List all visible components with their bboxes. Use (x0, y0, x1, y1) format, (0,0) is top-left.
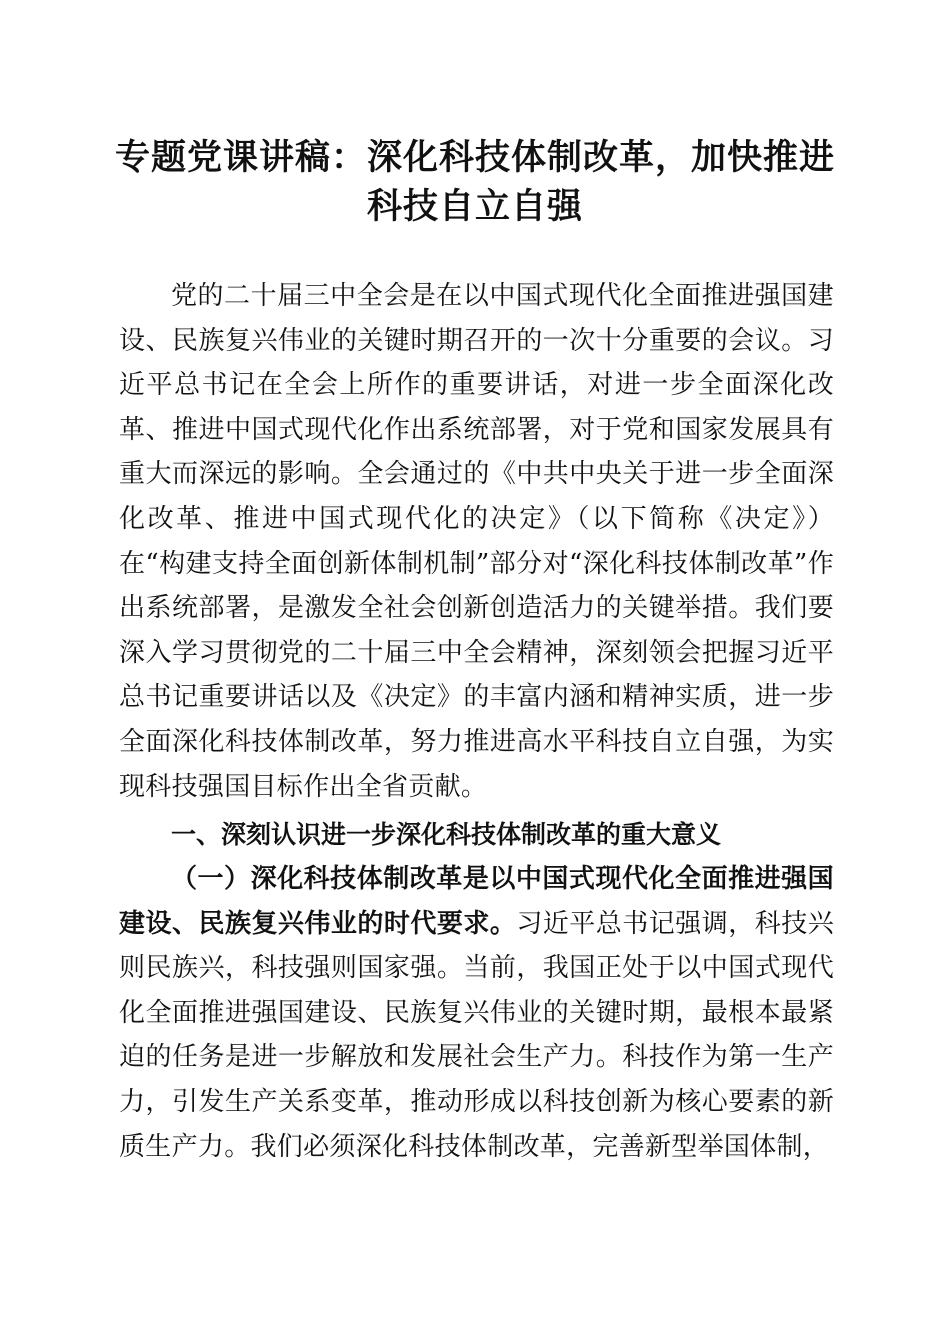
subsection-body-text: 习近平总书记强调，科技兴则民族兴，科技强则国家强。当前，我国正处于以中国式现代化全面推进强国建设、民族复兴伟业的关键时期，最根本最紧迫的任务是进一步解放和发展社会生产力。科技作为第一生产力，引发生产关系变革，推动形成以科技创新为核心要素的新质生产力。我们必须深化科技体制改革，完善新型举国体制， (119, 908, 834, 1162)
subsection-paragraph-1 (119, 857, 834, 1169)
section-heading-1: 一、深刻认识进一步深化科技体制改革的重大意义 (171, 820, 722, 849)
subsection-lead-sentence: （一）深化科技体制改革是以中国式现代化全面推进强国建设、民族复兴伟业的时代要求。 (119, 864, 834, 939)
document-title-line-2: 科技自立自强 (366, 186, 583, 227)
intro-paragraph: 党的二十届三中全会是在以中国式现代化全面推进强国建设、民族复兴伟业的关键时期召开的一次十分重要的会议。习近平总书记在全会上所作的重要讲话，对进一步全面深化改革、推进中国式现代化作出系统部署，对于党和国家发展具有重大而深远的影响。全会通过的《中共中央关于进一步全面深化改革、推进中国式现代化的决定》（以下简称《决定》）在“构建支持全面创新体制机制”部分对“深化科技体制改革”作出系统部署，是激发全社会创新创造活力的关键举措。我们要深入学习贯彻党的二十届三中全会精神，深刻领会把握习近平总书记重要讲话以及《决定》的丰富内涵和精神实质，进一步全面深化科技体制改革，努力推进高水平科技自立自强，为实现科技强国目标作出全省贡献。 (119, 281, 834, 802)
document-title-line-1: 专题党课讲稿：深化科技体制改革，加快推进 (114, 137, 835, 178)
